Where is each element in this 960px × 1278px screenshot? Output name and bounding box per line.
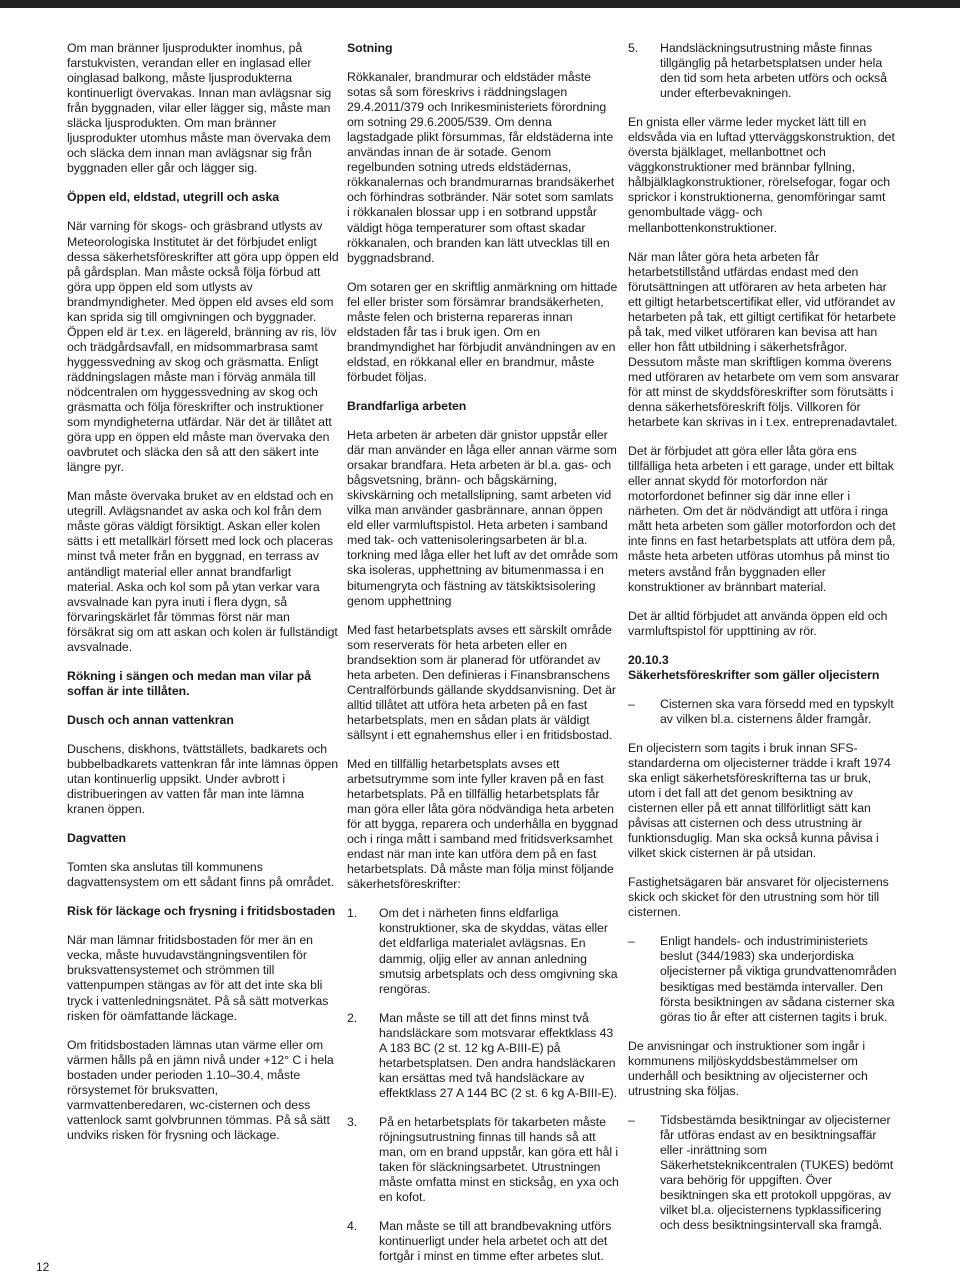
paragraph: Om man bränner ljusprodukter inomhus, på farstukvisten, verandan eller en inglasad eller oinglasad balkong, måste ljusprodukterna kontinuerligt övervakas. Innan man avlägsnar sig från byggnaden, vilar eller lägger sig, måste man släcka ljusprodukten. Om man bränner ljusprodukter utomhus måste man övervaka dem och släcka dem innan man avlägsnar sig från byggnaden eller går och lägger sig.	[67, 41, 332, 176]
paragraph: Om fritidsbostaden lämnas utan värme eller om värmen hålls på en jämn nivå under +12° C i hela bostaden under perioden 1.10–30.4, måste rörsystemet för bruksvatten, varmvattenberedaren, wc-cisternen och dess vattenlock samt golvbrunnen tömmas. På så sätt undviks risken för frysning och läckage.	[67, 1037, 334, 1142]
dash-list	[628, 934, 900, 1024]
list-item-text: Tidsbestämda besiktningar av oljecisterner får utföras endast av en besiktningsaffär eller -inrättning som Säkerhetsteknikcentralen (TUKES) bedömt vara behörig för uppgiften. Över besiktningen ska ett protokoll uppgöras, av vilket bl.a. oljecisternens typklassificering och dess besiktningsintervall ska framgå.	[660, 1112, 894, 1233]
column-left	[67, 41, 339, 1157]
paragraph: Det är förbjudet att göra eller låta göra ens tillfälliga heta arbeten i ett garage, under ett biltak eller annat skydd för motorfordon när motorfordonet befinner sig där inne eller i närheten. Om det är nödvändigt att utföra i ringa mått heta arbeten som gäller motorfordon och det inte finns en fast hetarbetsplats att utföra dem på, måste heta arbeten utföras utomhus på minst tio meters avstånd från byggnaden eller konstruktioner av brännbart material.	[628, 444, 896, 594]
list-item-text: Man måste se till att det finns minst två handsläckare som motsvarar effektklass 43 A 183 BC (2 st. 12 kg A-BIII-E) på hetarbetsplatsen. Den andra handsläckaren kan ersättas med två handsläckare av effektklass 27 A 144 BC (2 st. 6 kg A-BIII-E).	[379, 1010, 618, 1100]
section-heading: Säkerhetsföreskrifter som gäller oljecistern	[628, 667, 880, 682]
list-item-text: Om det i närheten finns eldfarliga konstruktioner, ska de skyddas, vätas eller det eldfarliga materialet avlägsnas. En dammig, oljig eller av annan anledning smutsig arbetsplats och dess omgivning ska rengöras.	[379, 906, 618, 996]
dash-list	[628, 1113, 900, 1233]
list-number: 1.	[347, 906, 358, 921]
list-item	[347, 1011, 619, 1101]
paragraph: Med fast hetarbetsplats avses ett särskilt område som reserverats för heta arbeten eller en brandsektion som är planerad för utförandet av heta arbeten. Den definieras i Finansbranschens Centralförbunds gällande skyddsanvisning. Det är alltid tillåtet att utföra heta arbeten på en fast hetarbetsplats, men en sådan plats är väldigt sällsynt i ett egnahemshus eller i en fritidsbostad.	[347, 622, 616, 742]
section-heading: Sotning	[347, 41, 393, 55]
top-rule	[0, 0, 960, 8]
list-item	[347, 1115, 619, 1205]
list-number: 4.	[347, 1219, 358, 1234]
column-right	[628, 41, 900, 1247]
paragraph: Tomten ska anslutas till kommunens dagvattensystem om ett sådant finns på området.	[67, 860, 334, 890]
list-item	[347, 1219, 619, 1264]
paragraph: Rökkanaler, brandmurar och eldstäder måste sotas så som föreskrivs i räddningslagen 29.4.2011/379 och Inrikesministeriets förordning om sotning 29.6.2005/539. Om denna lagstadgade plikt försummas, får eldstäderna inte användas innan de är sotade. Genom regelbunden sotning utreds eldstädernas, rökkanalernas och brandmurarnas brandsäkerhet och förhindras sotbränder. När sotet som samlats i rökkanalen blossar upp i en sotbrand uppstår väldigt höga temperaturer som oftast skadar rökkanalen, och branden kan lätt utvecklas till en byggnadsbrand.	[347, 70, 615, 265]
numbered-list	[347, 906, 619, 1264]
section-heading: Brandfarliga arbeten	[347, 398, 467, 413]
list-number: 2.	[347, 1010, 358, 1025]
paragraph: Om sotaren ger en skriftlig anmärkning om hittade fel eller brister som försämrar brandsäkerheten, måste felen och bristerna repareras innan eldstaden får tas i bruk igen. Om en brandmyndighet har förbjudit användningen av en eldstad, en rökkanal eller en brandmur, måste förbudet följas.	[347, 279, 618, 384]
list-item	[628, 697, 900, 727]
list-item	[628, 1113, 900, 1233]
section-number: 20.10.3	[628, 652, 669, 667]
list-item-text: På en hetarbetsplats för takarbeten måste röjningsutrustning finnas till hands så att man, om en brand uppstår, kan göra ett hål i taken för släckningsarbetet. Utrustningen måste omfatta minst en sticksåg, en yxa och en kofot.	[379, 1114, 619, 1205]
list-number: 5.	[628, 41, 639, 55]
paragraph: När varning för skogs- och gräsbrand utlysts av Meteorologiska Institutet är det förbjudet enligt dessa säkerhetsföreskrifter att göra upp öppen eld på gårdsplan. Man måste också följa förbud att göra upp öppen eld som utlysts av brandmyndigheter. Med öppen eld avses eld som kan sprida sig till omgivningen och byggnader. Öppen eld är t.ex. en lägereld, bränning av ris, löv och trädgårdsavfall, en midsommarbrasa samt hyggessvedning av skog och gräsmatta. Enligt räddningslagen måste man i förväg anmäla till nödcentralen om hyggessvedning av skog och gräsmatta och följa föreskrifter och instruktioner som myndigheterna utfärdar. När det är tillåtet att göra upp en öppen eld måste man övervaka den oavbrutet och släcka den så att den säkert inte längre pyr.	[67, 219, 339, 475]
numbered-list	[628, 41, 900, 101]
section-heading: Risk för läckage och frysning i fritidsbostaden	[67, 904, 336, 919]
list-item	[628, 934, 900, 1024]
list-item-text: Cisternen ska vara försedd med en typskylt av vilken bl.a. cisternens ålder framgår.	[660, 696, 894, 726]
section-heading: Rökning i sängen och medan man vilar på soffan är inte tillåten.	[67, 668, 312, 698]
dash-marker: –	[628, 934, 635, 949]
list-item-text: Enligt handels- och industriministeriets beslut (344/1983) ska underjordiska oljecisterner på viktiga grundvattenområden besiktigas med bestämda intervaller. Den första besiktningen av sådana cisterner ska göras tio år efter att cisternen tagits i bruk.	[660, 934, 897, 1024]
paragraph: Duschens, diskhons, tvättställets, badkarets och bubbelbadkarets vattenkran får inte lämnas öppen utan kontinuerlig uppsikt. Under avbrott i distribueringen av vatten får man inte lämna kranen öppen.	[67, 741, 339, 817]
list-item	[347, 906, 619, 996]
list-item-text: Man måste se till att brandbevakning utförs kontinuerligt under hela arbetet och att det fortgår i minst en timme efter arbetes slut.	[379, 1219, 612, 1264]
paragraph: När man lämnar fritidsbostaden för mer än en vecka, måste huvudavstängningsventilen för bruksvattensystemet och strömmen till vattenpumpen stängas av för att det inte ska bli tryck i vattenledningsnätet. På så sätt motverkas risken för oämfattande läckage.	[67, 933, 329, 1023]
paragraph: En gnista eller värme leder mycket lätt till en eldsvåda via en luftad ytterväggskonstruktion, det översta bjälklaget, mellanbottnet och väggkonstruktioner med brännbar fyllning, hålbjälklagkonstruktioner, rörelsefogar, fogar och sprickor i konstruktionerna, genomföringar samt genombultade vägg- och mellanbottenkonstruktioner.	[628, 115, 895, 235]
paragraph: Heta arbeten är arbeten där gnistor uppstår eller där man använder en låga eller annan värme som orsakar brandfara. Heta arbeten är bl.a. gas- och bågsvetsning, bränn- och bågskärning, skivskärning och metallslipning, samt arbeten vid vilka man använder gasbrännare, annan öppen eld eller varmluftspistol. Heta arbeten i samband med tak- och vattenisoleringsarbeten är bl.a. torkning med låga eller het luft av det område som ska isoleras, upphettning av bitumenmassa i en bitumengryta och fästning av tätskiktsisolering genom upphettning	[347, 428, 618, 608]
paragraph: De anvisningar och instruktioner som ingår i kommunens miljöskyddsbestämmelser om underhåll och besiktning av oljecisterner och utrustning ska följas.	[628, 1038, 868, 1098]
dash-marker: –	[628, 696, 635, 711]
dash-list	[628, 697, 900, 727]
dash-marker: –	[628, 1112, 635, 1127]
section-heading: Dusch och annan vattenkran	[67, 712, 234, 727]
section-heading: Dagvatten	[67, 831, 126, 846]
paragraph: En oljecistern som tagits i bruk innan SFS-standarderna om oljecisterner trädde i kraft 1974 ska enligt säkerhetsföreskrifterna tas ur bruk, utom i det fall att det genom besiktning av cisternen eller på ett annat tillförlitligt sätt kan påvisas att cisternen och dess utrustning är funktionsduglig. Man ska också kunna påvisa i vilket skick cisternen är på utsidan.	[628, 740, 891, 861]
list-item	[628, 41, 900, 101]
paragraph: Med en tillfällig hetarbetsplats avses ett arbetsutrymme som inte fyller kraven på en fast hetarbetsplats. På en tillfällig hetarbetsplats får man göra eller låta göra nödvändiga heta arbeten för att bygga, reparera och underhålla en byggnad och i ringa mått i samband med fritidsverksamhet endast när man inte kan utföra dem på en fast hetarbetsplats. Då måste man följa minst följande säkerhetsföreskrifter:	[347, 756, 619, 892]
section-heading: Öppen eld, eldstad, utegrill och aska	[67, 190, 280, 205]
paragraph: Man måste övervaka bruket av en eldstad och en utegrill. Avlägsnandet av aska och kol från dem måste göras väldigt försiktigt. Askan eller kolen sätts i ett metallkärl försett med lock och placeras minst två meter från en byggnad, en terrass av antändligt material eller annat brandfarligt material. Aska och kol som på ytan verkar vara avsvalnade kan pyra inuti i flera dygn, så förvaringskärlet får tömmas först när man försäkrat sig om att askan och kolen är fullständigt avsvalnade.	[67, 489, 338, 654]
paragraph: Fastighetsägaren bär ansvaret för oljecisternens skick och skicket för den utrustning som hör till cisternen.	[628, 875, 889, 920]
paragraph: När man låter göra heta arbeten får hetarbetstillstånd utfärdas endast med den förutsättningen att utföraren av heta arbeten har ett giltigt hetarbetscertifikat eller, vid utförandet av hetarbeten på tak, ett giltigt certifikat för hetarbete på tak, med vilket utföraren kan bevisa att han eller hon fått utbildning i säkerhetsfrågor. Dessutom måste man skriftligen komma överens med utföraren av hetarbete om vem som ansvarar för att minst de skyddsföreskrifter som förutsätts i denna säkerhetsföreskrift följs. Villkoren för hetarbete kan skrivas in i t.ex. entreprenadavtalet.	[628, 249, 900, 430]
list-item-text: Handsläckningsutrustning måste finnas tillgänglig på hetarbetsplatsen under hela den tid som heta arbeten utförs och också under efterbevakningen.	[660, 41, 887, 101]
paragraph: Det är alltid förbjudet att använda öppen eld och varmluftspistol för uppttining av rör.	[628, 608, 888, 638]
page-number: 12	[36, 1260, 50, 1274]
list-number: 3.	[347, 1114, 358, 1129]
column-middle	[347, 41, 619, 1278]
